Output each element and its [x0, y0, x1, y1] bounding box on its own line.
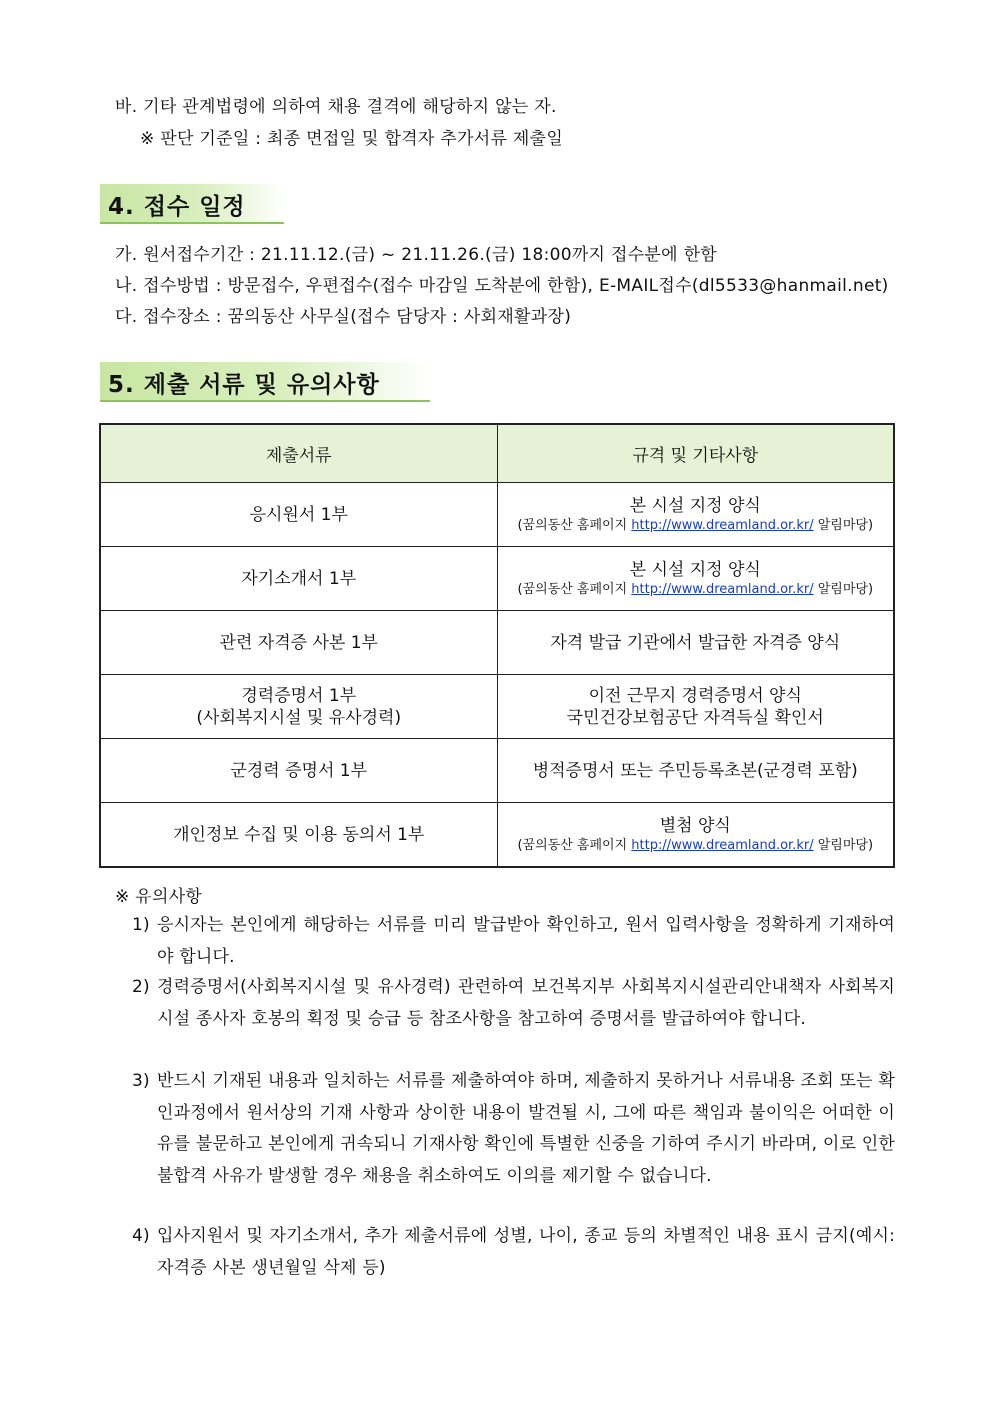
doc-cell: 개인정보 수집 및 이용 동의서 1부	[100, 803, 497, 868]
table-row	[100, 675, 894, 739]
table-header-row	[100, 424, 894, 483]
doc-cell: 자기소개서 1부	[100, 547, 497, 611]
documents-table	[99, 423, 895, 868]
spec-cell: 이전 근무지 경력증명서 양식 국민건강보험공단 자격득실 확인서	[497, 675, 894, 739]
header-documents: 제출서류	[100, 424, 497, 483]
table-row	[100, 483, 894, 547]
doc-cell: 관련 자격증 사본 1부	[100, 611, 497, 675]
judgement-date-note: ※ 판단 기준일 : 최종 면접일 및 합격자 추가서류 제출일	[140, 129, 564, 149]
notes-title: ※ 유의사항	[115, 887, 203, 907]
section-4-header	[100, 184, 284, 224]
homepage-link[interactable]: http://www.dreamland.or.kr/	[631, 837, 814, 853]
doc-cell: 군경력 증명서 1부	[100, 739, 497, 803]
homepage-link[interactable]: http://www.dreamland.or.kr/	[631, 517, 814, 533]
section-5-title: 5. 제출 서류 및 유의사항	[108, 372, 380, 398]
section-5-header	[100, 362, 430, 402]
spec-cell: 본 시설 지정 양식 (꿈의동산 홈페이지 http://www.dreamland.or.kr/ 알림마당)	[497, 547, 894, 611]
doc-cell: 응시원서 1부	[100, 483, 497, 547]
spec-cell: 자격 발급 기관에서 발급한 자격증 양식	[497, 611, 894, 675]
header-spec: 규격 및 기타사항	[497, 424, 894, 483]
table-row	[100, 547, 894, 611]
table-row	[100, 611, 894, 675]
doc-cell: 경력증명서 1부 (사회복지시설 및 유사경력)	[100, 675, 497, 739]
table-row	[100, 803, 894, 868]
spec-cell: 별첨 양식 (꿈의동산 홈페이지 http://www.dreamland.or.kr/ 알림마당)	[497, 803, 894, 868]
schedule-period: 가. 원서접수기간 : 21.11.12.(금) ~ 21.11.26.(금) 18:00까지 접수분에 한함	[115, 245, 718, 265]
schedule-method: 나. 접수방법 : 방문접수, 우편접수(접수 마감일 도착분에 한함), E-MAIL접수(dl5533@hanmail.net)	[115, 276, 889, 296]
section-4-title: 4. 접수 일정	[108, 194, 246, 220]
item-ba: 바. 기타 관계법령에 의하여 채용 결격에 해당하지 않는 자.	[115, 97, 557, 117]
spec-cell: 본 시설 지정 양식 (꿈의동산 홈페이지 http://www.dreamland.or.kr/ 알림마당)	[497, 483, 894, 547]
homepage-link[interactable]: http://www.dreamland.or.kr/	[631, 581, 814, 597]
table-row	[100, 739, 894, 803]
schedule-place: 다. 접수장소 : 꿈의동산 사무실(접수 담당자 : 사회재활과장)	[115, 307, 572, 327]
spec-cell: 병적증명서 또는 주민등록초본(군경력 포함)	[497, 739, 894, 803]
